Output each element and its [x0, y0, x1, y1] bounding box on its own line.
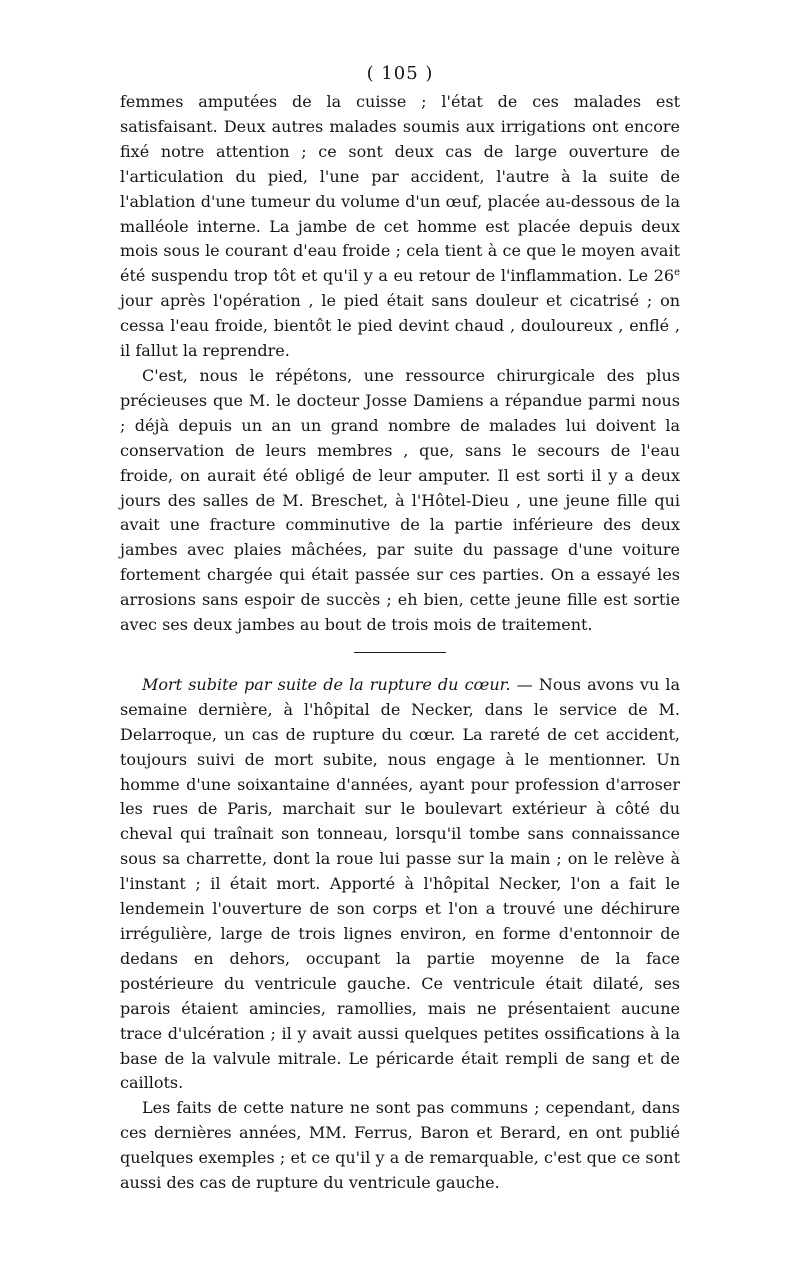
day-number: 26 [653, 266, 675, 286]
section-divider [354, 652, 446, 653]
paragraph-continuation [120, 90, 680, 364]
paragraph-heart-rupture [120, 673, 680, 1096]
page-number: ( 105 ) [366, 63, 434, 84]
paragraph-conclusion: Les faits de cette nature ne sont pas communs ; cependant, dans ces dernières années, MM. Ferrus, Baron et Berard, en ont publié quelques exemples ; et ce qu'il y a de remarquable, c'est que ce sont aussi des cas de rupture du ventricule gauche. [120, 1098, 680, 1193]
section-title: Mort subite par suite de la rupture du cœur. [142, 674, 511, 694]
paragraph-text: jour après l'opération , le pied était sans douleur et cicatrisé ; on cessa l'eau froide, bientôt le pied devint chaud , douloureux , enflé , il fallut la reprendre. [120, 291, 680, 361]
paragraph-text: femmes amputées de la cuisse ; l'état de ces malades est satisfaisant. Deux autres malades soumis aux irrigations ont encore fixé notre attention ; ce sont deux cas de large ouverture de l'articulation du pied, l'une par accident, l'autre à la suite de l'ablation d'une tumeur du volume d'un œuf, placée au-dessous de la malléole interne. La jambe de cet homme est placée depuis deux mois sous le courant d'eau froide ; cela tient à ce que le moyen avait été suspendu trop tôt et qu'il y a eu retour de l'inflammation. Le [120, 92, 680, 286]
ordinal-superscript: e [674, 267, 680, 279]
paragraph-cold-water: C'est, nous le répétons, une ressource chirurgicale des plus précieuses que M. le docteur Josse Damiens a répandue parmi nous ; déjà depuis un an un grand nombre de malades lui doivent la conservation de leurs membres , que, sans le secours de l'eau froide, on aurait été obligé de leur amputer. Il est sorti il y a deux jours des salles de M. Breschet, à l'Hôtel-Dieu , une jeune fille qui avait une fracture comminutive de la partie inférieure des deux jambes avec plaies mâchées, par suite du passage d'une voiture fortement chargée qui était passée sur ces parties. On a essayé les arrosions sans espoir de succès ; eh bien, cette jeune fille est sortie avec ses deux jambes au bout de trois mois de traitement. [120, 365, 680, 635]
paragraph-text: — Nous avons vu la semaine dernière, à l'hôpital de Necker, dans le service de M. Delarroque, un cas de rupture du cœur. La rareté de cet accident, toujours suivi de mort subite, nous engage à le mentionner. Un homme d'une soixantaine d'années, ayant pour profession d'arroser les rues de Paris, marchait sur le boulevart extérieur à côté du cheval qui traînait son tonneau, lorsqu'il tombe sans connaissance sous sa charrette, dont la roue lui passe sur la main ; on le relève à l'instant ; il était mort. Apporté à l'hôpital Necker, l'on a fait le lendemein l'ouverture de son corps et l'on a trouvé une déchirure irrégulière, large de trois lignes environ, en forme d'entonnoir de dedans en dehors, occupant la partie moyenne de la face postérieure du ventricule gauche. Ce ventricule était dilaté, ses parois étaient amincies, ramollies, mais ne présentaient aucune trace d'ulcération ; il y avait aussi quelques petites ossifications à la base de la valvule mitrale. Le péricarde était rempli de sang et de caillots. [120, 674, 680, 1093]
document-page [120, 62, 680, 1196]
